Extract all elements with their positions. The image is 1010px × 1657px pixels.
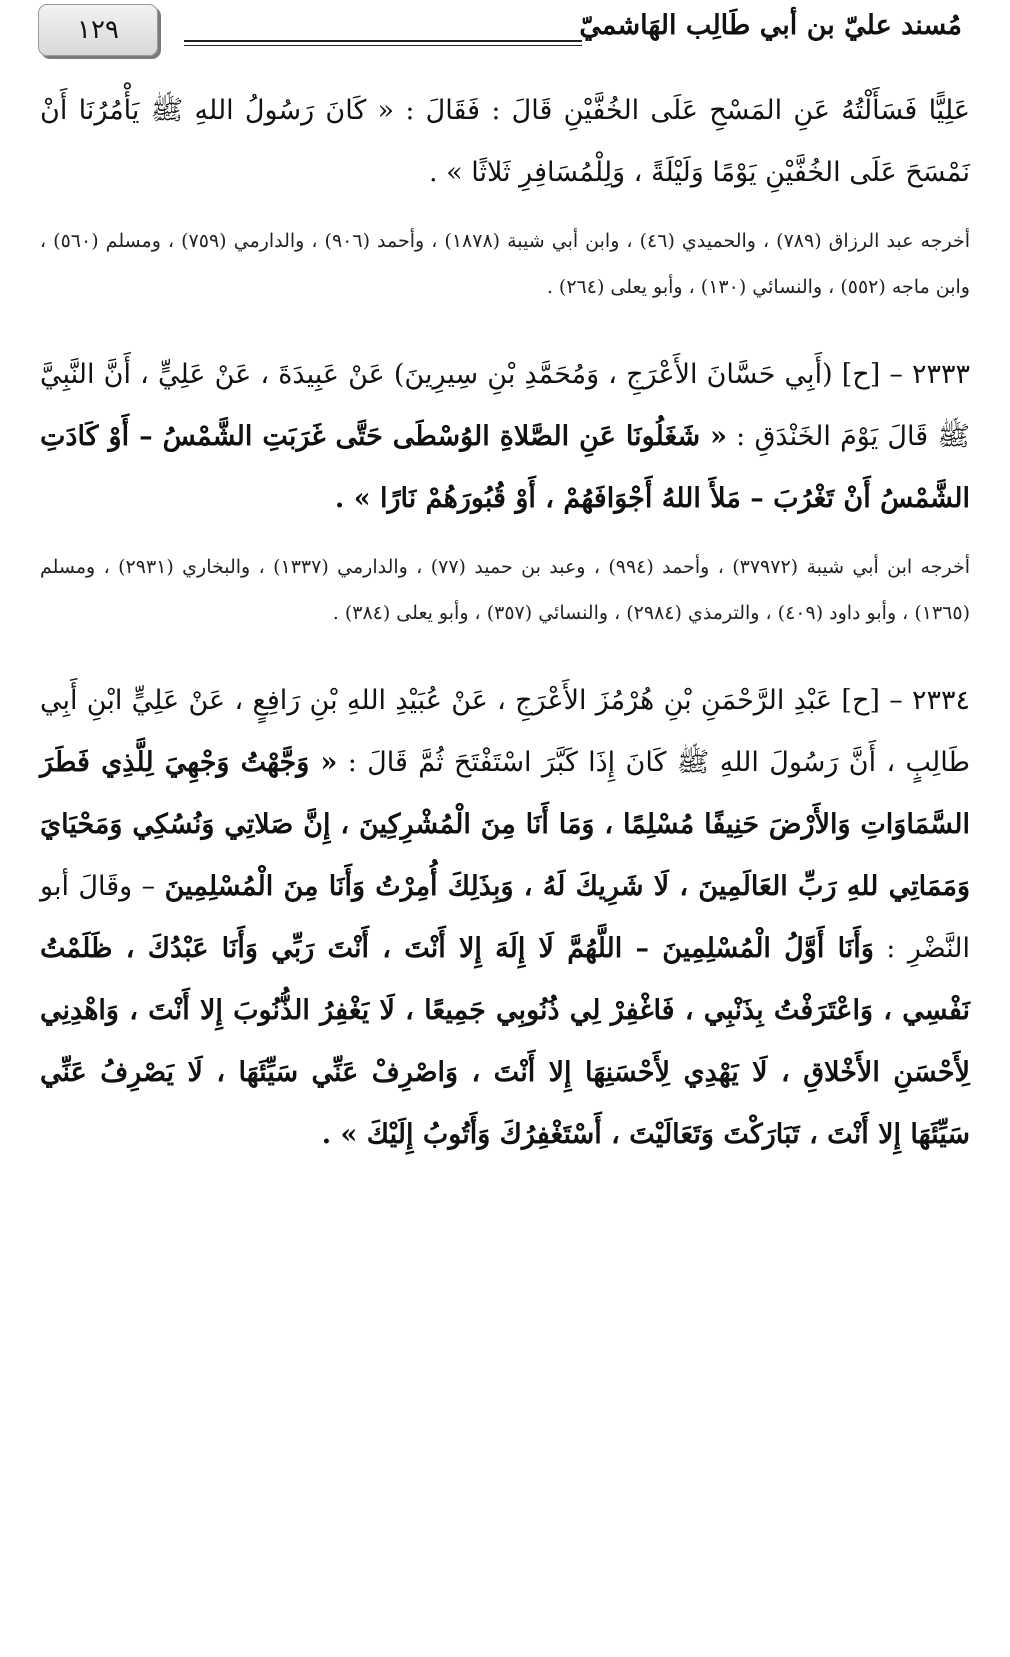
page-content — [40, 80, 970, 1166]
narrator-aside: – وقَالَ أبو النَّضْرِ : — [40, 871, 971, 964]
page-header — [38, 4, 962, 60]
hadith-matn: « شَغَلُونَا عَنِ الصَّلاةِ الوُسْطَى حَتَّى غَرَبَتِ الشَّمْسُ – أَوْ كَادَتِ الشَّمْسُ أَنْ تَغْرُبَ – مَلأَ اللهُ أَجْوَافَهُمْ ، أَوْ قُبُورَهُمْ نَارًا » . — [40, 421, 970, 514]
hadith-text-continued: عَلِيًّا فَسَأَلْتُهُ عَنِ المَسْحِ عَلَى الخُفَّيْنِ قَالَ : فَقَالَ : « كَانَ رَسُولُ اللهِ ﷺ يَأْمُرُنَا أَنْ نَمْسَحَ عَلَى الخُفَّيْنِ يَوْمًا وَلَيْلَةً ، وَلِلْمُسَافِرِ ثَلاثًا » . — [40, 95, 970, 188]
hadith-matn-continued: وَأَنَا أَوَّلُ الْمُسْلِمِينَ – اللَّهُمَّ لَا إِلَهَ إِلا أَنْتَ ، أَنْتَ رَبِّي وَأَنَا عَبْدُكَ ، ظَلَمْتُ نَفْسِي ، وَاعْتَرَفْتُ بِذَنْبِي ، فَاغْفِرْ لِي ذُنُوبِي جَمِيعًا ، لَا يَغْفِرُ الذُّنُوبَ إِلا أَنْتَ ، وَاهْدِنِي لِأَحْسَنِ الأَخْلاقِ ، لَا يَهْدِي لِأَحْسَنِهَا إِلا أَنْتَ ، وَاصْرِفْ عَنِّي سَيِّئَهَا ، لَا يَصْرِفُ عَنِّي سَيِّئَهَا إِلا أَنْتَ ، تَبَارَكْتَ وَتَعَالَيْتَ ، أَسْتَغْفِرُكَ وَأَتُوبُ إِلَيْكَ » . — [40, 933, 970, 1150]
hadith-isnad: ٢٣٣٣ – [ح] (أَبِي حَسَّانَ الأَعْرَجِ ، وَمُحَمَّدِ بْنِ سِيرِينَ) عَنْ عَبِيدَةَ ، عَنْ عَلِيٍّ ، أَنَّ النَّبِيَّ ﷺ قَالَ يَوْمَ الخَنْدَقِ : — [40, 359, 970, 452]
hadith-2333 — [40, 344, 970, 530]
hadith-2334 — [40, 670, 970, 1166]
running-title: مُسند عليّ بن أبي طَالِب الهَاشميّ — [579, 10, 962, 41]
takhrij-footnote: أخرجه عبد الرزاق (٧٨٩) ، والحميدي (٤٦) ، وابن أبي شيبة (١٨٧٨) ، وأحمد (٩٠٦) ، والدارمي (٧٥٩) ، ومسلم (٥٦٠) ، وابن ماجه (٥٥٢) ، والنسائي (١٣٠) ، وأبو يعلى (٢٦٤) . — [40, 230, 970, 298]
hadith-isnad: ٢٣٣٤ – [ح] عَبْدِ الرَّحْمَنِ بْنِ هُرْمُزَ الأَعْرَجِ ، عَنْ عُبَيْدِ اللهِ بْنِ رَافِعٍ ، عَنْ عَلِيٍّ ابْنِ أَبِي طَالِبٍ ، أَنَّ رَسُولَ اللهِ ﷺ كَانَ إِذَا كَبَّرَ اسْتَفْتَحَ ثُمَّ قَالَ : — [40, 685, 970, 778]
hadith-matn: « وَجَّهْتُ وَجْهِيَ لِلَّذِي فَطَرَ السَّمَاوَاتِ وَالأَرْضَ حَنِيفًا مُسْلِمًا ، وَمَا أَنَا مِنَ الْمُشْرِكِينَ ، إِنَّ صَلاتِي وَنُسُكِي وَمَحْيَايَ وَمَمَاتِي للهِ رَبِّ العَالَمِينَ ، لَا شَرِيكَ لَهُ ، وَبِذَلِكَ أُمِرْتُ وَأَنَا مِنَ الْمُسْلِمِينَ — [40, 747, 970, 902]
header-rule — [184, 40, 582, 46]
takhrij-footnote: أخرجه ابن أبي شيبة (٣٧٩٧٢) ، وأحمد (٩٩٤) ، وعبد بن حميد (٧٧) ، والدارمي (١٣٣٧) ، والبخاري (٢٩٣١) ، ومسلم (١٣٦٥) ، وأبو داود (٤٠٩) ، والترمذي (٢٩٨٤) ، والنسائي (٣٥٧) ، وأبو يعلى (٣٨٤) . — [40, 556, 971, 624]
page-number: ١٢٩ — [38, 4, 158, 56]
